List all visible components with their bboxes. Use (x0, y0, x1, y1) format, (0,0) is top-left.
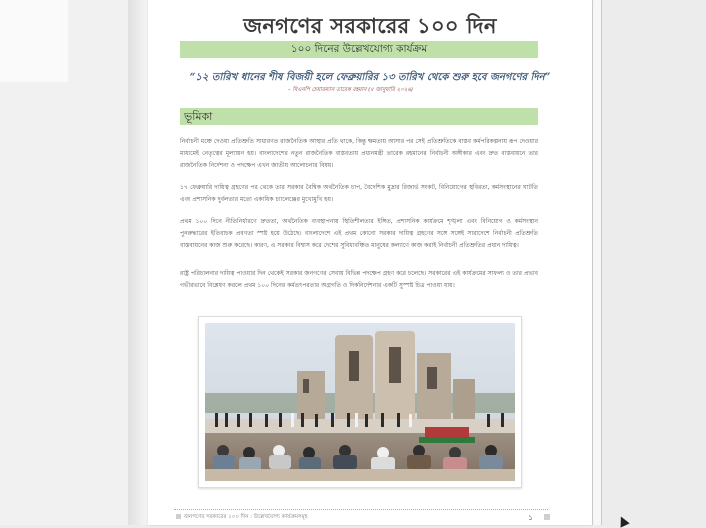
page-number: ১ (528, 513, 534, 522)
page-footer (176, 514, 308, 522)
footer-divider (174, 509, 548, 510)
viewer-side-panel (0, 0, 68, 82)
photo-frame (198, 316, 522, 488)
body-paragraph: রাষ্ট্র পরিচালনার দায়িত্ব পাওয়ার দিন থেকেই সরকার জনগণের সেবায় বিভিন্ন পদক্ষেপ গ্রহণ করে চলেছে। সরকারের এই কার্যক্রমের সাফল্য ও তার প্রভাব গভীরভাবে বিশ্লেষণ করলে প্রথম ১০০ দিনের কর্মতৎপরতার অগ্রগতি ও দিকনির্দেশনার একটি সুস্পষ্ট চিত্র পাওয়া যায়। (180, 270, 538, 289)
document-title: জনগণের সরকারের ১০০ দিন (243, 13, 497, 38)
subtitle-band (180, 41, 538, 58)
page-edge-left (128, 0, 148, 525)
document-subtitle: ১০০ দিনের উল্লেখযোগ্য কার্যক্রম (290, 43, 428, 55)
body-paragraph: নির্বাচনী মঞ্চে দেওয়া প্রতিশ্রুতি সাধারণত রাজনৈতিক আস্থার প্রতি থাকে, কিন্তু ক্ষমতায় আসার পর সেই প্রতিশ্রুতিকে বাস্তব কর্মপরিকল্পনায় রূপ দেওয়ার মাধ্যমেই নেতৃত্বের মূল্যায়ন হয়। বাংলাদেশের নতুন রাজনৈতিক বাস্তবতায় প্রধানমন্ত্রী তারেক রহমানের নির্বাচনী অঙ্গীকার এবং দ্রুত বাস্তবায়নে তার রাজনৈতিক নির্দেশনা ও পদক্ষেপ এখন জাতীয় আলোচনার বিষয়। (180, 138, 538, 169)
section-heading: ভূমিকা (184, 110, 213, 123)
document-page (148, 0, 592, 525)
page-edge-right (592, 0, 602, 525)
viewer-background-right (596, 0, 706, 525)
body-paragraph: ১৭ ফেব্রুয়ারি দায়িত্ব গ্রহণের পর থেকে তার সরকার বৈশ্বিক অর্থনৈতিক চাপ, বৈদেশিক মুদ্রার রিজার্ভ সংকট, বিনিয়োগের স্থবিরতা, কর্মসংস্থানের ঘাটতি এবং প্রশাসনিক দুর্বলতার মতো একাধিক চ্যালেঞ্জের মুখোমুখি হয়। (180, 184, 538, 203)
parliament-ceremony-photo (205, 323, 515, 481)
section-heading-band (180, 108, 538, 125)
footer-label: জনগণের সরকারের ১০০ দিন : উল্লেখযোগ্য কার্যক্রমসমূহ (184, 514, 308, 520)
page-number-marker (544, 514, 550, 520)
footer-marker (176, 514, 181, 519)
pull-quote: “১২ তারিখ ধানের শীষ বিজয়ী হলে ফেব্রুয়ারির ১৩ তারিখ থেকে শুরু হবে জনগণের দিন” (189, 72, 551, 83)
body-paragraph: প্রথম ১০০ দিনে নীতিনির্ধারণে দ্রুততা, অর্থনৈতিক ব্যবস্থাপনায় স্থিতিশীলতার ইঙ্গিত, প্রশাসনিক কার্যক্রমে শৃঙ্খলা এবং বিনিয়োগ ও কর্মসংস্থান পুনরুদ্ধারের ইতিবাচক প্রবণতা স্পষ্ট হয়ে উঠেছে। বাংলাদেশে এই প্রথম কোনো সরকার দায়িত্ব গ্রহণের সঙ্গে সঙ্গেই সারাদেশে নির্বাচনী প্রতিশ্রুতি বাস্তবায়নের কাজ শুরু করেছে। কারণ, এ সরকার বিশ্বাস করে দেশের সুবিধাবঞ্চিত মানুষের কল্যাণে কাজ করাই নির্বাচনী প্রতিশ্রুতির প্রধান দায়িত্ব। (180, 218, 538, 249)
quote-attribution: – বিএনপি চেয়ারম্যান তারেক রহমান (৫ জানুয়ারি ২০২৬) (288, 87, 414, 93)
